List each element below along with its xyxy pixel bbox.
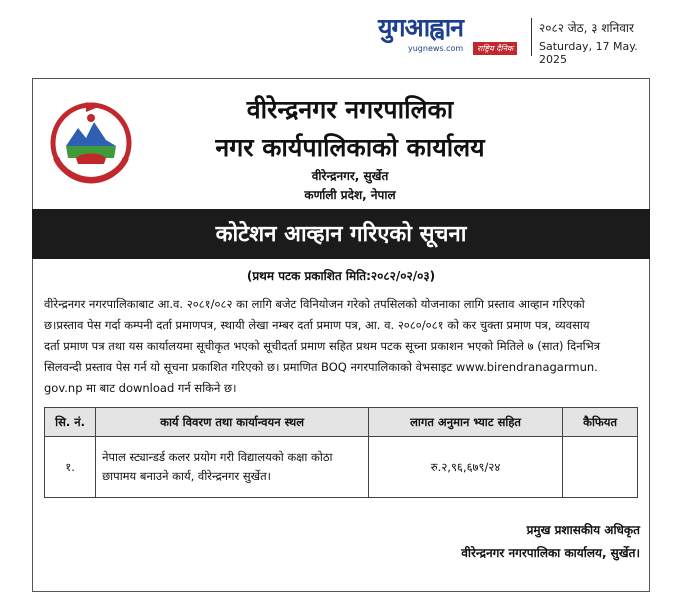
address-city: वीरेन्द्रनगर, सुर्खेत — [311, 169, 389, 183]
date-english: Saturday, 17 May. 2025 — [539, 40, 638, 66]
org-name: वीरेन्द्रनगर नगरपालिका — [246, 95, 454, 124]
address-province: कर्णाली प्रदेश, नेपाल — [304, 188, 396, 202]
header-description: कार्य विवरण तथा कार्यान्वयन स्थल — [96, 408, 369, 437]
signatory-office: वीरेन्द्रनगर नगरपालिका कार्यालय, सुर्खेत। — [461, 546, 640, 560]
newspaper-tagline: राष्ट्रिय दैनिक — [473, 42, 517, 55]
body-line: gov.np मा बाट download गर्न सकिने छ। — [44, 381, 237, 395]
cell-remarks — [563, 437, 638, 498]
body-line: छ।प्रस्ताव पेस गर्दा कम्पनी दर्ता प्रमाणपत्र, स्थायी लेखा नम्बर दर्ता प्रमाण पत्र, आ. व. २०८०/०८१ को कर चुक्ता प्रमाण पत्र, व्यवसाय — [44, 318, 590, 332]
body-line: सिलवन्दी प्रस्ताव पेस गर्न यो सूचना प्रकाशित गरिएको छ। प्रमाणित BOQ नगरपालिकाको वेभसाइट www.birendranagarmun. — [44, 360, 598, 374]
signatory-title: प्रमुख प्रशासकीय अधिकृत — [526, 523, 640, 537]
office-name: नगर कार्यपालिकाको कार्यालय — [215, 133, 485, 162]
cell-description: नेपाल स्ट्यान्डर्ड कलर प्रयोग गरी विद्यालयको कक्षा कोठा छापामय बनाउने कार्य, वीरेन्द्रनगर सुर्खेत। — [96, 437, 369, 498]
newspaper-logo: युगआह्वान — [378, 13, 464, 42]
cell-cost: रु.२,९६,६७९/२४ — [369, 437, 563, 498]
header-serial: सि. नं. — [45, 408, 96, 437]
nepal-emblem-icon — [48, 98, 134, 184]
notice-body — [44, 294, 638, 399]
cell-serial: १. — [45, 437, 96, 498]
header-remarks: कैफियत — [563, 408, 638, 437]
body-line: वीरेन्द्रनगर नगरपालिकाबाट आ.व. २०८१/०८२ का लागि बजेट विनियोजन गरेको तपसिलको योजनाका लागि प्रस्ताव आव्हान गरिएको — [44, 297, 585, 311]
body-line: दर्ता प्रमाण पत्र तथा यस कार्यालयमा सूचीकृत भएको सूचीदर्ता प्रमाण सहित प्रथम पटक सूच्ना प्रकाशन भएको मितिले ७ (सात) दिनभित्र — [44, 339, 601, 353]
newspaper-masthead — [378, 13, 668, 66]
masthead-divider — [531, 18, 532, 56]
publish-date: (प्रथम पटक प्रकाशित मिति:२०८२/०२/०३) — [246, 269, 436, 283]
notice-title: कोटेशन आव्हान गरिएको सूचना — [215, 221, 467, 247]
date-nepali: २०८२ जेठ, ३ शनिवार — [539, 21, 634, 35]
table-row — [45, 437, 638, 498]
quotation-table — [44, 407, 638, 498]
table-header-row — [45, 408, 638, 437]
header-cost: लागत अनुमान भ्याट सहित — [369, 408, 563, 437]
newspaper-url: yugnews.com — [408, 44, 464, 53]
